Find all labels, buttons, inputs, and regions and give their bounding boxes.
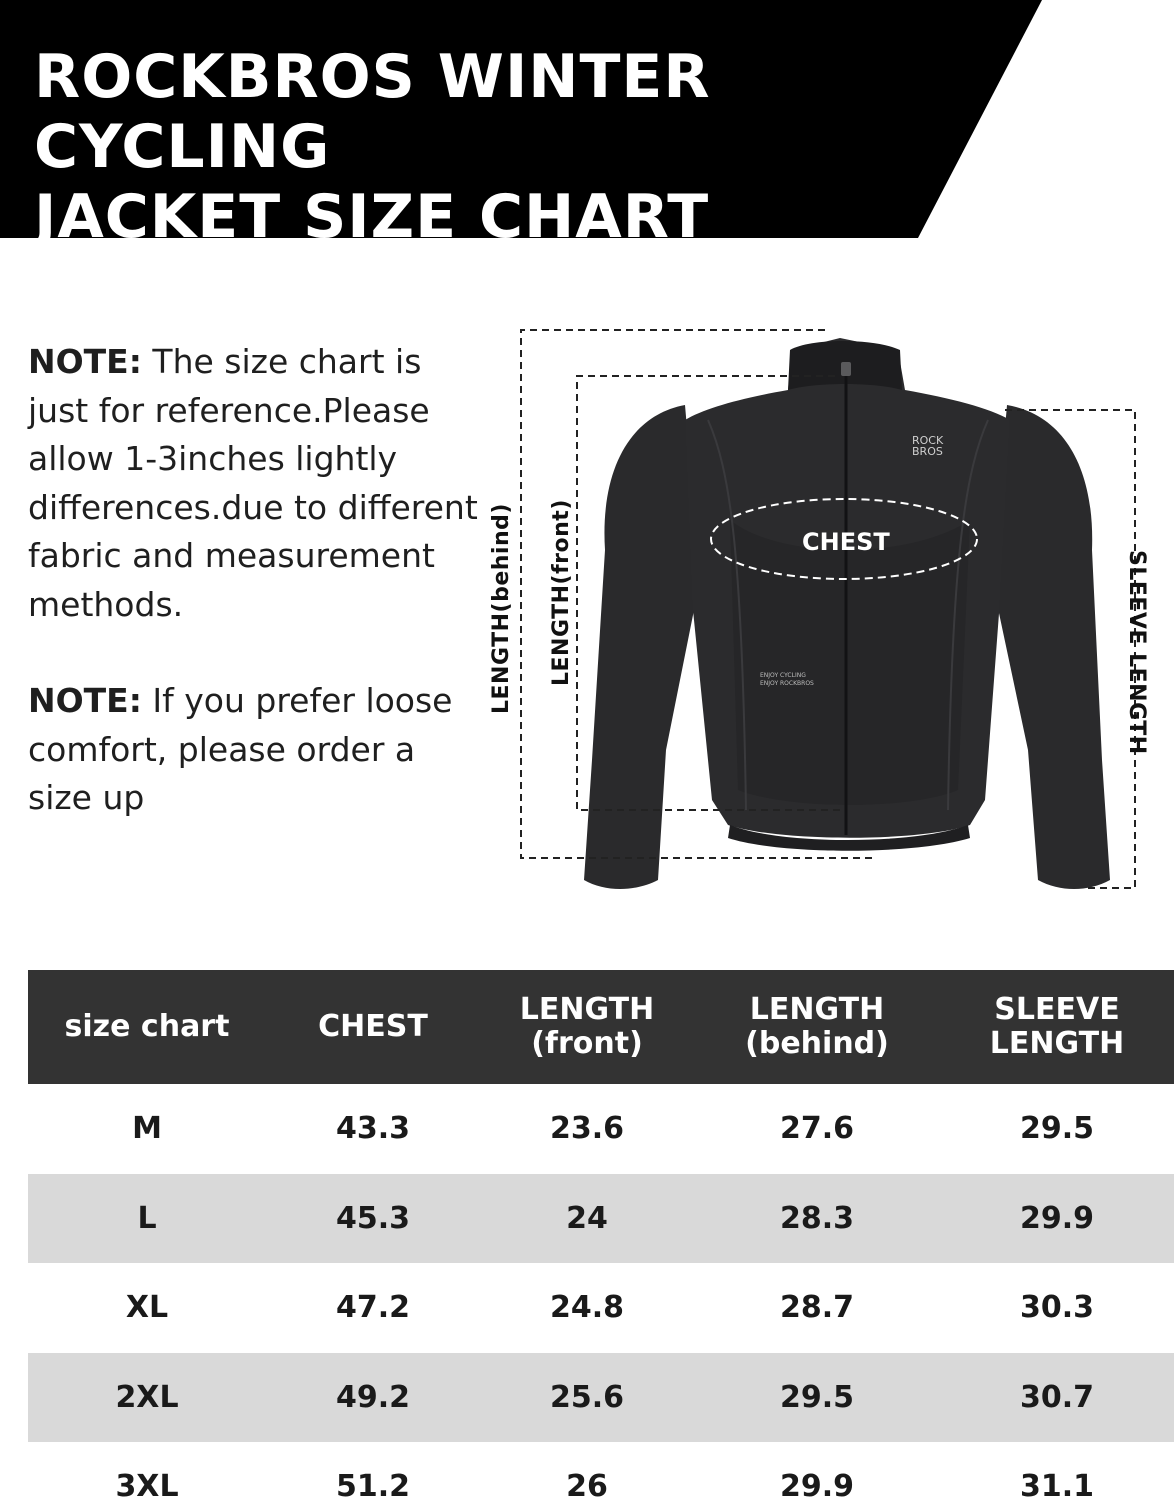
note-text: The size chart is just for reference.Please allow 1-3inches lightly differences.due to different fabric and measurement methods. [28, 342, 478, 624]
cell-length-behind: 29.9 [694, 1442, 940, 1499]
cell-chest: 45.3 [266, 1174, 480, 1264]
cell-sleeve-length: 29.9 [940, 1174, 1174, 1264]
table-row [28, 1084, 1174, 1174]
cell-size: M [28, 1084, 266, 1174]
jacket-shading [730, 520, 970, 805]
header-chest-text: CHEST [318, 1009, 428, 1044]
cell-sleeve-length: 31.1 [940, 1442, 1174, 1499]
jacket-right-sleeve [992, 405, 1110, 889]
header-size [28, 970, 266, 1084]
size-chart-table [28, 970, 1174, 1499]
note-label: NOTE: [28, 342, 142, 381]
page-title-line-1: ROCKBROS WINTER CYCLING [34, 42, 711, 182]
cell-size: L [28, 1174, 266, 1264]
header-length-front-line1: LENGTH [519, 992, 655, 1027]
header-length-behind-line2: (behind) [745, 1026, 889, 1061]
header-length-behind [694, 970, 940, 1084]
cell-length-front: 26 [480, 1442, 694, 1499]
note-text: If you prefer loose comfort, please order a size up [28, 681, 453, 817]
jacket-illustration [480, 320, 1160, 910]
table-row [28, 1442, 1174, 1499]
jacket-logo-line1: ROCK [912, 434, 944, 447]
cell-chest: 51.2 [266, 1442, 480, 1499]
cell-length-behind: 29.5 [694, 1353, 940, 1443]
header-length-front [480, 970, 694, 1084]
jacket-left-sleeve [584, 405, 700, 889]
note-size-up [28, 677, 488, 823]
sleeve-length-label: SLEEVE LENGTH [1124, 550, 1149, 755]
length-front-label: LENGTH(front) [549, 499, 574, 686]
table-row [28, 1263, 1174, 1353]
header-sleeve-length-line2: LENGTH [989, 1026, 1125, 1061]
header-length-front-line2: (front) [531, 1026, 643, 1061]
jacket-measurement-diagram [480, 320, 1160, 910]
cell-size: 2XL [28, 1353, 266, 1443]
cell-size: XL [28, 1263, 266, 1353]
header-size-text: size chart [64, 1009, 230, 1044]
cell-length-behind: 28.7 [694, 1263, 940, 1353]
cell-sleeve-length: 29.5 [940, 1084, 1174, 1174]
length-behind-label: LENGTH(behind) [489, 503, 514, 714]
cell-sleeve-length: 30.7 [940, 1353, 1174, 1443]
jacket-print-line2: ENJOY ROCKBROS [760, 680, 814, 687]
cell-length-behind: 28.3 [694, 1174, 940, 1264]
cell-length-front: 25.6 [480, 1353, 694, 1443]
cell-length-behind: 27.6 [694, 1084, 940, 1174]
cell-chest: 43.3 [266, 1084, 480, 1174]
chest-label: CHEST [802, 528, 890, 556]
cell-sleeve-length: 30.3 [940, 1263, 1174, 1353]
title-banner [0, 0, 1174, 252]
note-reference [28, 338, 488, 629]
table-header-row [28, 970, 1174, 1084]
jacket-print-line1: ENJOY CYCLING [760, 672, 806, 679]
cell-length-front: 23.6 [480, 1084, 694, 1174]
header-length-behind-line1: LENGTH [749, 992, 885, 1027]
header-chest [266, 970, 480, 1084]
cell-length-front: 24.8 [480, 1263, 694, 1353]
cell-length-front: 24 [480, 1174, 694, 1264]
cell-chest: 49.2 [266, 1353, 480, 1443]
page-title-line-2: JACKET SIZE CHART [34, 182, 710, 252]
cell-chest: 47.2 [266, 1263, 480, 1353]
notes-block [28, 338, 488, 823]
page-title [34, 42, 994, 252]
header-sleeve-length-line1: SLEEVE [994, 992, 1120, 1027]
jacket-logo-line2: BROS [912, 445, 943, 458]
table-row [28, 1174, 1174, 1264]
table-row [28, 1353, 1174, 1443]
zipper-pull [841, 362, 851, 376]
note-label: NOTE: [28, 681, 142, 720]
cell-size: 3XL [28, 1442, 266, 1499]
header-sleeve-length [940, 970, 1174, 1084]
